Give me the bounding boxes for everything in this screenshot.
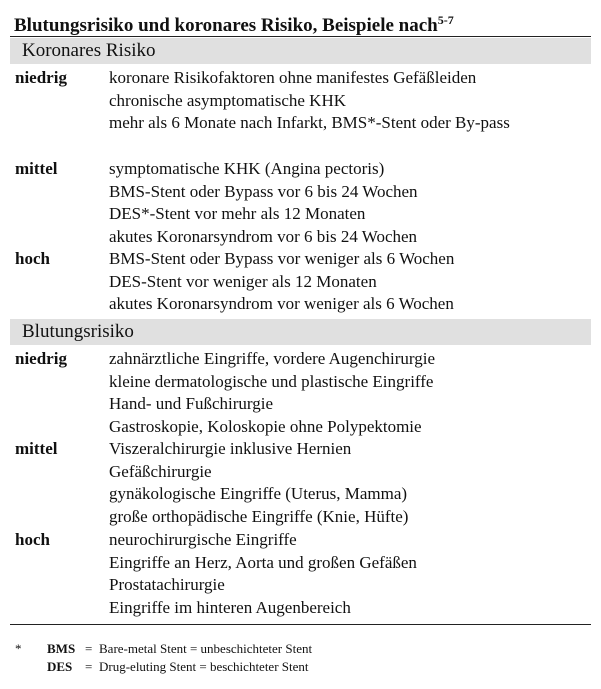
- list-item: gynäkologische Eingriffe (Uterus, Mamma): [109, 484, 408, 503]
- list-item: akutes Koronarsyndrom vor weniger als 6 Wochen: [109, 294, 454, 313]
- level-label: mittel: [15, 439, 58, 458]
- list-item: symptomatische KHK (Angina pectoris): [109, 159, 385, 178]
- level-label: niedrig: [15, 349, 67, 368]
- list-item: [109, 112, 587, 135]
- bottom-rule: [10, 624, 591, 625]
- footnote-definition: Drug-eluting Stent = beschichteter Stent: [99, 659, 309, 674]
- list-item: DES*-Stent vor mehr als 12 Monaten: [109, 204, 366, 223]
- footnote-equals: =: [85, 659, 93, 674]
- list-item: BMS-Stent oder Bypass vor weniger als 6 Wochen: [109, 249, 455, 268]
- list-item: BMS-Stent oder Bypass vor 6 bis 24 Wochen: [109, 181, 418, 201]
- list-item: Hand- und Fußchirurgie: [109, 394, 273, 413]
- list-item: große orthopädische Eingriffe (Knie, Hüfte): [109, 506, 409, 526]
- section-blutungsrisiko: [10, 319, 591, 345]
- list-item: akutes Koronarsyndrom vor 6 bis 24 Wochen: [109, 226, 418, 246]
- list-item: neurochirurgische Eingriffe: [109, 530, 297, 549]
- list-item: kleine dermatologische und plastische Eingriffe: [109, 371, 434, 391]
- level-label: hoch: [15, 530, 50, 549]
- table-title: [14, 8, 454, 38]
- top-rule: [10, 36, 591, 37]
- list-item: koronare Risikofaktoren ohne manifestes Gefäßleiden: [109, 68, 477, 87]
- level-label: niedrig: [15, 68, 67, 87]
- list-item: Gefäßchirurgie: [109, 461, 212, 481]
- section-heading-koronares: Koronares Risiko: [22, 40, 156, 61]
- reference-superscript: 5-7: [437, 13, 454, 27]
- footnote-equals: =: [85, 641, 93, 656]
- list-item: Viszeralchirurgie inklusive Hernien: [109, 439, 352, 458]
- list-item: Eingriffe im hinteren Augenbereich: [109, 597, 351, 617]
- list-item-text: mehr als 6 Monate nach Infarkt, BMS*-Stent oder By-pass: [109, 113, 510, 132]
- list-item: Eingriffe an Herz, Aorta und großen Gefäßen: [109, 552, 417, 572]
- footnote-marker: *: [15, 641, 22, 656]
- list-item: zahnärztliche Eingriffe, vordere Augenchirurgie: [109, 349, 436, 368]
- list-item: Gastroskopie, Koloskopie ohne Polypektomie: [109, 416, 422, 436]
- level-label: mittel: [15, 159, 58, 178]
- section-koronares-risiko: [10, 38, 591, 64]
- footnote-abbreviation: BMS: [47, 641, 76, 656]
- table-title-text: Blutungsrisiko und koronares Risiko, Beispiele nach: [14, 15, 438, 36]
- footnote-definition: Bare-metal Stent = unbeschichteter Stent: [99, 641, 313, 656]
- list-item: chronische asymptomatische KHK: [109, 90, 346, 110]
- section-heading-blutung: Blutungsrisiko: [22, 321, 134, 342]
- list-item: Prostatachirurgie: [109, 575, 225, 594]
- footnote-abbreviation: DES: [47, 659, 73, 674]
- list-item: DES-Stent vor weniger als 12 Monaten: [109, 271, 377, 291]
- level-label: hoch: [15, 249, 50, 268]
